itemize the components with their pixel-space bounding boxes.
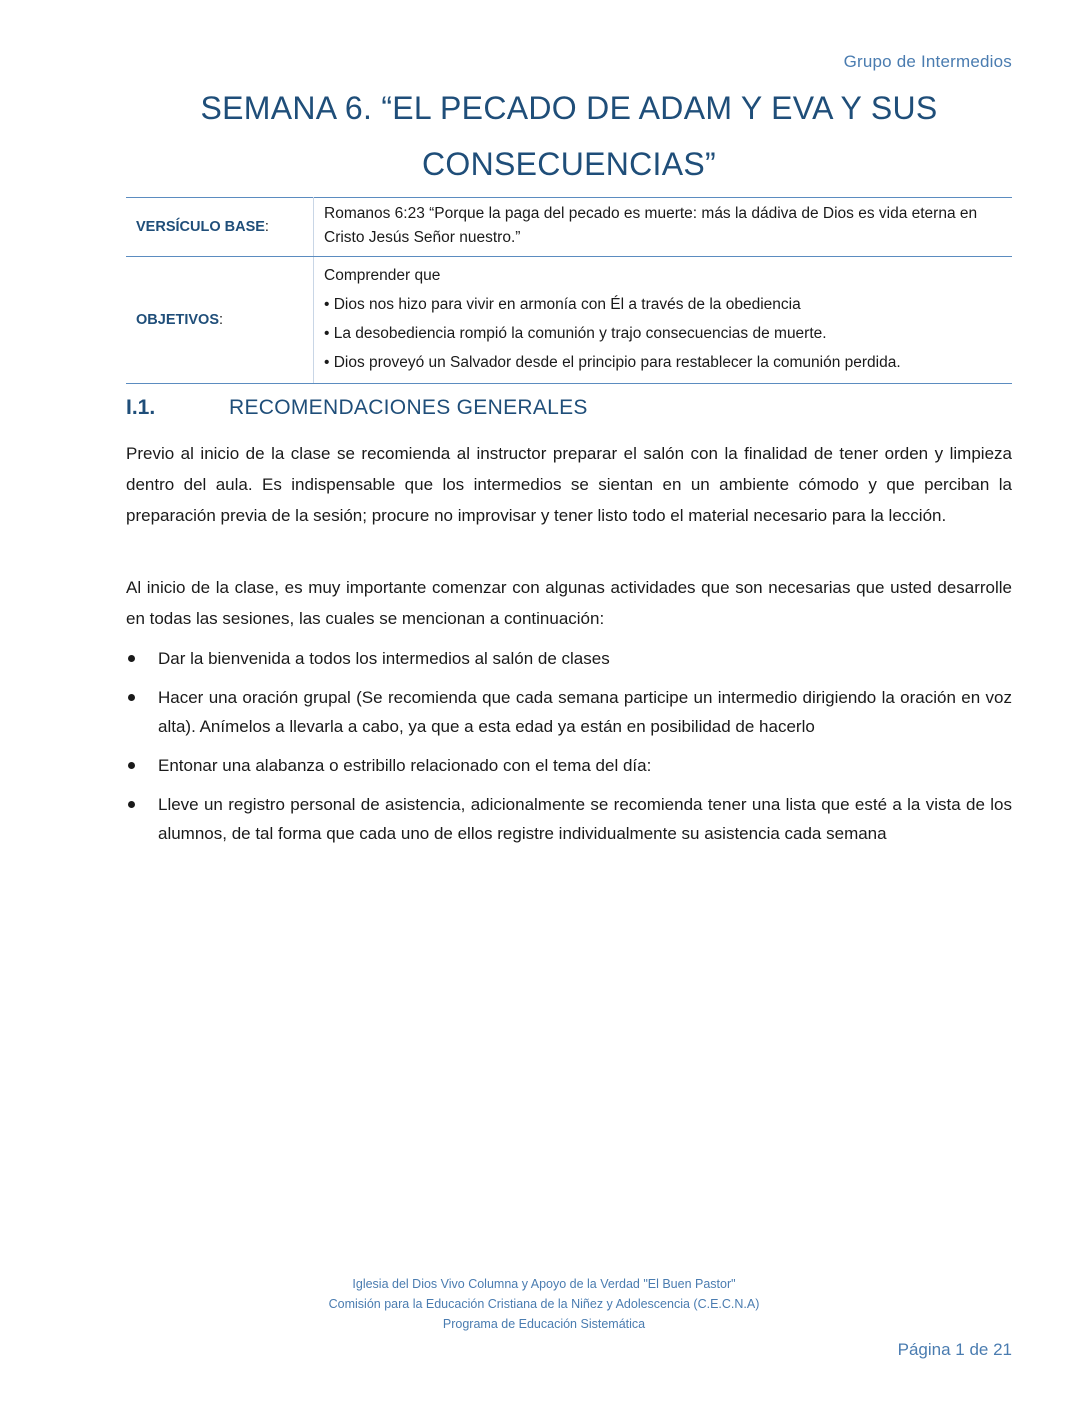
objective-item: • Dios nos hizo para vivir en armonía con Él a través de la obediencia	[324, 296, 801, 313]
bullet-icon	[128, 655, 135, 662]
lesson-info-table	[126, 197, 1012, 384]
page-number: Página 1 de 21	[897, 1340, 1012, 1359]
section-title: RECOMENDACIONES GENERALES	[229, 396, 588, 419]
section-heading	[126, 396, 588, 420]
title-line-2: CONSECUENCIAS”	[421, 146, 716, 182]
title-line-1: SEMANA 6. “EL PECADO DE ADAM Y EVA Y SUS	[200, 90, 938, 126]
objective-item: • Dios proveyó un Salvador desde el principio para restablecer la comunión perdida.	[324, 354, 901, 371]
verse-text: Romanos 6:23 “Porque la paga del pecado es muerte: más la dádiva de Dios es vida eterna en Cristo Jesús Señor nuestro.”	[314, 198, 1013, 257]
list-item-text: Entonar una alabanza o estribillo relacionado con el tema del día:	[158, 756, 652, 775]
verse-label: VERSÍCULO BASE	[136, 219, 265, 235]
list-item	[126, 790, 1012, 848]
page-title	[126, 80, 1012, 192]
verse-label-cell: VERSÍCULO BASE:	[126, 198, 314, 257]
list-item	[126, 683, 1012, 741]
page-footer	[0, 1274, 1088, 1334]
list-item-text: Dar la bienvenida a todos los intermedios al salón de clases	[158, 649, 610, 668]
list-item-text: Hacer una oración grupal (Se recomienda que cada semana participe un intermedio dirigiendo la oración en voz alta). Anímelos a llevarla a cabo, ya que a esta edad ya están en posibilidad de hacerlo	[158, 688, 1012, 736]
objectives-label: OBJETIVOS	[136, 312, 219, 328]
paragraph: Previo al inicio de la clase se recomienda al instructor preparar el salón con la finalidad de tener orden y limpieza dentro del aula. Es indispensable que los intermedios se sientan en un ambiente cómodo y que perciban la preparación previa de la sesión; procure no improvisar y tener listo todo el material necesario para la lección.	[126, 444, 1012, 525]
footer-line-2: Comisión para la Educación Cristiana de la Niñez y Adolescencia (C.E.C.N.A)	[328, 1297, 760, 1311]
bullet-icon	[128, 762, 135, 769]
objectives-label-cell: OBJETIVOS:	[126, 257, 314, 384]
verse-row	[126, 198, 1012, 257]
list-item	[126, 644, 1012, 673]
bullet-icon	[128, 801, 135, 808]
footer-line-1: Iglesia del Dios Vivo Columna y Apoyo de la Verdad "El Buen Pastor"	[352, 1277, 736, 1291]
objectives-content	[314, 257, 1013, 384]
footer-line-3: Programa de Educación Sistemática	[442, 1317, 646, 1331]
list-item	[126, 751, 1012, 780]
section-number: I.1.	[126, 396, 156, 419]
paragraph: Al inicio de la clase, es muy importante comenzar con algunas actividades que son necesarias que usted desarrolle en todas las sesiones, las cuales se mencionan a continuación:	[126, 578, 1012, 628]
recommendations-list	[126, 644, 1012, 858]
list-item-text: Lleve un registro personal de asistencia, adicionalmente se recomienda tener una lista que esté a la vista de los alumnos, de tal forma que cada uno de ellos registre individualmente su asistencia cada semana	[158, 795, 1012, 843]
objectives-intro: Comprender que	[324, 267, 441, 284]
bullet-icon	[128, 694, 135, 701]
header-group-label: Grupo de Intermedios	[843, 52, 1012, 71]
objectives-row	[126, 257, 1012, 384]
objective-item: • La desobediencia rompió la comunión y trajo consecuencias de muerte.	[324, 325, 827, 342]
